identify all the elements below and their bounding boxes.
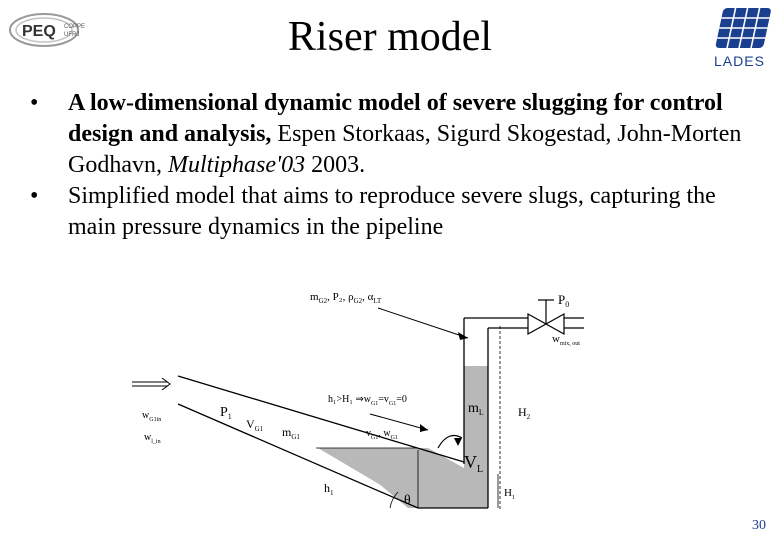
label-h1: $h_1$ xyxy=(324,481,334,497)
peq-logo-ufrj: UFRJ xyxy=(64,32,80,38)
label-VL: $V_L$ xyxy=(464,452,484,475)
label-mG1: $m_{G1}$ xyxy=(282,425,300,441)
label-H2: $H_2$ xyxy=(518,405,531,421)
label-p0: $P_0$ xyxy=(558,292,570,309)
pointer-arrow xyxy=(378,308,468,338)
lowpoint-liquid xyxy=(318,448,464,506)
label-P1: $P_1$ xyxy=(220,405,232,421)
condition-arrow-head xyxy=(420,424,428,432)
label-wmix: $w_{mix, out}$ xyxy=(552,333,580,347)
label-theta: θ xyxy=(404,493,411,508)
label-vw: $v_{G1}$, $w_{G1}$ xyxy=(366,428,398,441)
gas-inflow-arrow xyxy=(132,378,170,390)
choke-valve-icon-right xyxy=(546,314,564,334)
pointer-arrow-head xyxy=(458,332,468,340)
peq-logo-text: PEQ xyxy=(22,23,56,40)
reference-venue: Multiphase'03 xyxy=(167,152,306,178)
bullet-list xyxy=(30,88,750,243)
label-H1: $H_1$ xyxy=(504,487,515,501)
label-mL: $m_L$ xyxy=(468,401,484,417)
page-number: 30 xyxy=(752,518,766,533)
reference-year: 2003. xyxy=(305,152,366,178)
slide-title: Riser model xyxy=(287,14,493,60)
label-top-vars: $m_{G2}$, P₂, $\rho_{G2}$, $\alpha_{LT}$ xyxy=(310,291,382,305)
lades-logo-text: LADES xyxy=(714,53,765,69)
riser-diagram xyxy=(128,278,590,512)
label-wG1in: $w_{G1in}$ xyxy=(142,410,162,423)
label-wLin: $w_{l\_in}$ xyxy=(144,432,161,445)
reference-authors: Espen Storkaas, Sigurd Skogestad, John-Morten Godhavn, xyxy=(68,121,742,178)
description-text: Simplified model that aims to reproduce severe slugs, capturing the main pressure dynamics in the pipeline xyxy=(68,183,716,240)
choke-valve-icon xyxy=(528,314,546,334)
bullet-description xyxy=(30,181,750,243)
peq-logo-coppe: COPPE xyxy=(64,24,86,30)
reference-title: A low-dimensional dynamic model of severe slugging for control design and analysis, xyxy=(68,90,723,147)
label-condition: h₁>H₁ $\Rightarrow w_{G1}=v_{G1}=0$ xyxy=(328,394,407,407)
bullet-reference xyxy=(30,88,750,181)
label-VG1: $V_{G1}$ xyxy=(246,417,264,433)
gas-flow-curve-arrow-head xyxy=(454,438,462,446)
